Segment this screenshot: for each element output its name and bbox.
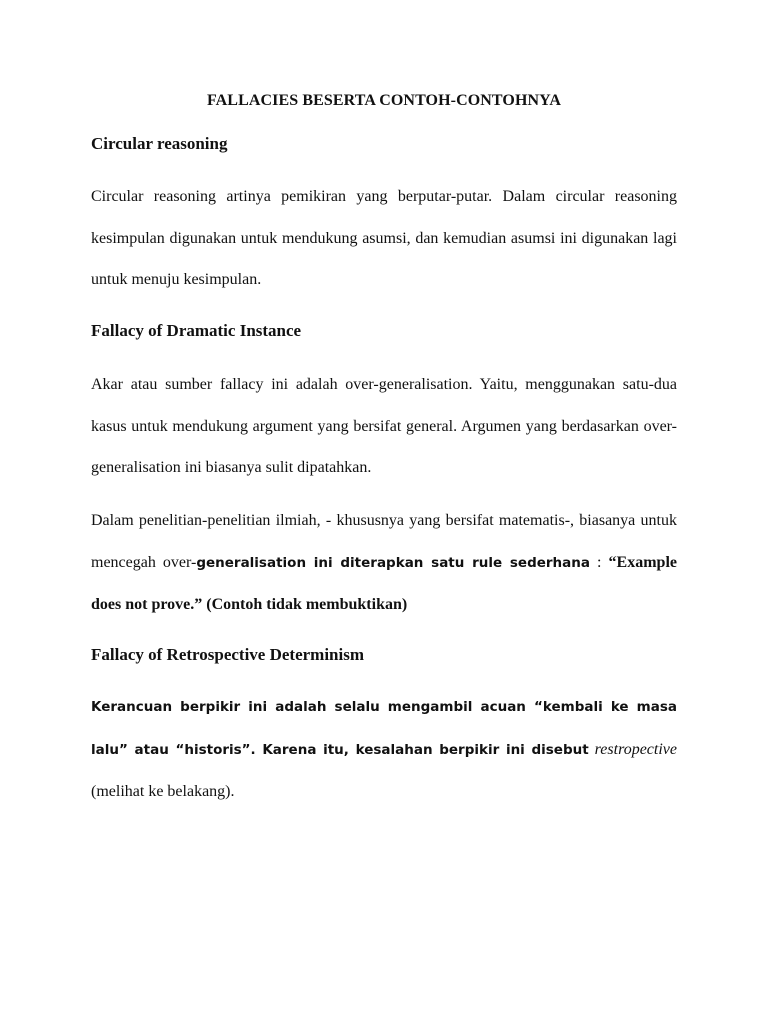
section-paragraph-dramatic-instance-2 [91, 500, 677, 626]
section-paragraph-retrospective-determinism [91, 686, 677, 813]
paragraph-italic-term: restropective [594, 740, 677, 758]
paragraph-text: : [590, 553, 609, 571]
section-heading-retrospective-determinism: Fallacy of Retrospective Determinism [91, 645, 365, 664]
paragraph-bold-quote: “Example does not prove.” (Contoh tidak membuktikan) [91, 553, 677, 613]
paragraph-bold-text: generalisation ini diterapkan satu rule sederhana [196, 554, 591, 571]
section-heading-circular-reasoning: Circular reasoning [91, 134, 228, 153]
section-heading-dramatic-instance: Fallacy of Dramatic Instance [91, 321, 302, 340]
document-title: FALLACIES BESERTA CONTOH-CONTOHNYA [206, 92, 562, 109]
paragraph-text: (melihat ke belakang). [91, 783, 235, 800]
section-paragraph-circular-reasoning: Circular reasoning artinya pemikiran yang berputar-putar. Dalam circular reasoning kesimpulan digunakan untuk mendukung asumsi, dan kemudian asumsi ini digunakan lagi untuk menuju kesimpulan. [91, 188, 677, 288]
section-paragraph-dramatic-instance: Akar atau sumber fallacy ini adalah over-generalisation. Yaitu, menggunakan satu-dua kasus untuk mendukung argument yang bersifat general. Argumen yang berdasarkan over-generalisation ini biasanya sulit dipatahkan. [91, 376, 677, 476]
paragraph-bold-text: Kerancuan berpikir ini adalah selalu mengambil acuan “kembali ke masa lalu” atau “historis”. Karena itu, kesalahan berpikir ini disebut [91, 699, 677, 758]
paragraph-text: Dalam penelitian-penelitian ilmiah, - khususnya yang bersifat matematis-, biasanya untuk mencegah over- [91, 512, 677, 571]
